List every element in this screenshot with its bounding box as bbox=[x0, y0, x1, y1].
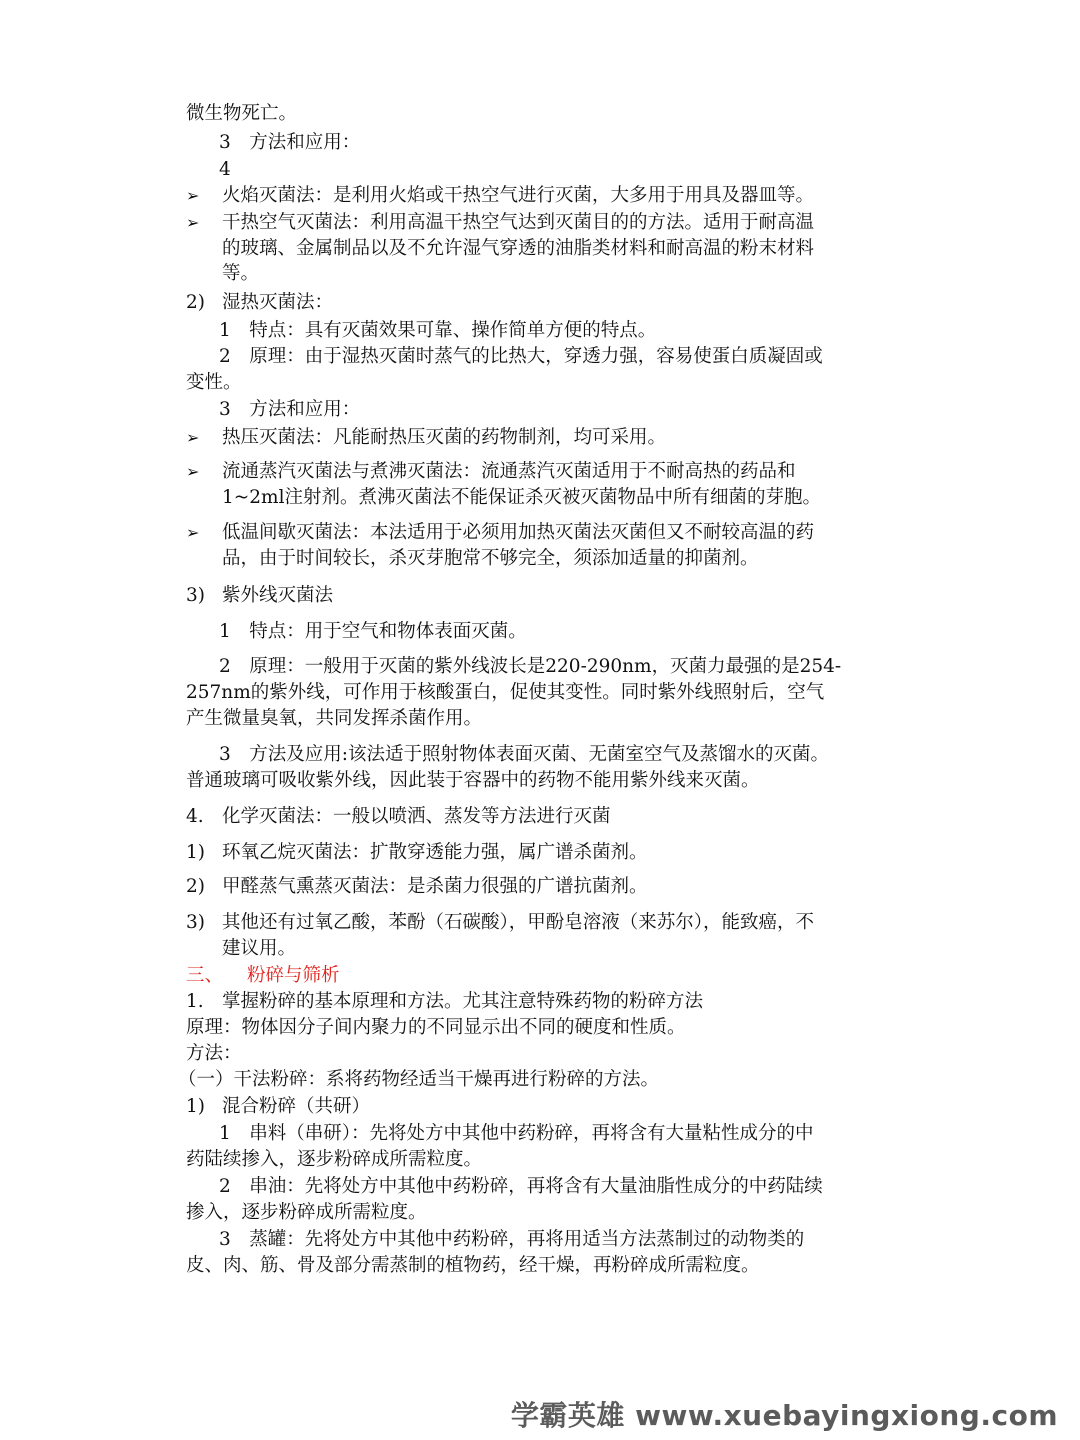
list-number: 1) bbox=[186, 1096, 205, 1117]
text-line: 等。 bbox=[222, 263, 260, 284]
text-line: 2 串油：先将处方中其他中药粉碎，再将含有大量油脂性成分的中药陆续 bbox=[219, 1176, 823, 1197]
bullet-item: 热压灭菌法：凡能耐热压灭菌的药物制剂，均可采用。 bbox=[222, 427, 667, 448]
list-text: 混合粉碎（共研） bbox=[222, 1096, 371, 1117]
section-heading bbox=[186, 963, 910, 989]
list-item bbox=[186, 1094, 910, 1120]
list-number: 3) bbox=[186, 912, 205, 933]
list-text: 湿热灭菌法： bbox=[222, 292, 334, 313]
text-line: 3 蒸罐：先将处方中其他中药粉碎，再将用适当方法蒸制过的动物类的 bbox=[219, 1229, 805, 1250]
text-line: 方法： bbox=[186, 1043, 242, 1064]
text-line: 药陆续掺入，逐步粉碎成所需粒度。 bbox=[186, 1149, 483, 1170]
text-line: 1 特点：具有灭菌效果可靠、操作简单方便的特点。 bbox=[219, 320, 657, 341]
text-line: 微生物死亡。 bbox=[186, 103, 298, 124]
text-line: 建议用。 bbox=[222, 938, 297, 959]
bullet-item: 流通蒸汽灭菌法与煮沸灭菌法：流通蒸汽灭菌适用于不耐高热的药品和 bbox=[222, 461, 796, 482]
text-line: 3 方法及应用:该法适于照射物体表面灭菌、无菌室空气及蒸馏水的灭菌。 bbox=[219, 744, 830, 765]
bullet-arrow-icon: ➢ bbox=[186, 523, 200, 542]
text-line: 257nm的紫外线，可作用于核酸蛋白，促使其变性。同时紫外线照射后，空气 bbox=[186, 682, 825, 703]
text-line: 变性。 bbox=[186, 372, 242, 393]
text-line: 3 方法和应用： bbox=[219, 399, 361, 420]
text-line: 2 原理：一般用于灭菌的紫外线波长是220-290nm，灭菌力最强的是254- bbox=[219, 656, 842, 677]
bullet-arrow-icon: ➢ bbox=[186, 213, 200, 232]
bullet-arrow-icon: ➢ bbox=[186, 462, 200, 481]
bullet-arrow-icon: ➢ bbox=[186, 186, 200, 205]
list-text: 紫外线灭菌法 bbox=[222, 585, 334, 606]
text-line: 1~2ml注射剂。煮沸灭菌法不能保证杀灭被灭菌物品中所有细菌的芽胞。 bbox=[222, 487, 822, 508]
list-number: 3) bbox=[186, 585, 205, 606]
list-number: 1) bbox=[186, 842, 205, 863]
text-line: 产生微量臭氧，共同发挥杀菌作用。 bbox=[186, 708, 483, 729]
list-text: 化学灭菌法：一般以喷洒、蒸发等方法进行灭菌 bbox=[222, 806, 611, 827]
list-text: 甲醛蒸气熏蒸灭菌法：是杀菌力很强的广谱抗菌剂。 bbox=[222, 876, 648, 897]
list-text: 掌握粉碎的基本原理和方法。尤其注意特殊药物的粉碎方法 bbox=[222, 991, 704, 1012]
text-line: 1 特点：用于空气和物体表面灭菌。 bbox=[219, 621, 527, 642]
text-line: 普通玻璃可吸收紫外线，因此装于容器中的药物不能用紫外线来灭菌。 bbox=[186, 770, 760, 791]
section-number: 三、 bbox=[186, 965, 224, 986]
list-number: 2) bbox=[186, 292, 205, 313]
text-line: 皮、肉、筋、骨及部分需蒸制的植物药，经干燥，再粉碎成所需粒度。 bbox=[186, 1255, 760, 1276]
list-item bbox=[186, 910, 910, 936]
bullet-item: 干热空气灭菌法：利用高温干热空气达到灭菌目的的方法。适用于耐高温 bbox=[222, 212, 815, 233]
bullet-arrow-icon: ➢ bbox=[186, 428, 200, 447]
section-title: 粉碎与筛析 bbox=[247, 965, 340, 986]
bullet-item: 低温间歇灭菌法：本法适用于必须用加热灭菌法灭菌但又不耐较高温的药 bbox=[222, 522, 815, 543]
text-line: 1 串料（串研）：先将处方中其他中药粉碎，再将含有大量粘性成分的中 bbox=[219, 1123, 814, 1144]
text-line: 4 bbox=[219, 159, 231, 180]
text-line: 掺入，逐步粉碎成所需粒度。 bbox=[186, 1202, 427, 1223]
list-item bbox=[186, 874, 910, 900]
text-line: 品，由于时间较长，杀灭芽胞常不够完全，须添加适量的抑菌剂。 bbox=[222, 548, 759, 569]
list-item bbox=[186, 804, 910, 830]
list-text: 其他还有过氧乙酸，苯酚（石碳酸），甲酚皂溶液（来苏尔），能致癌，不 bbox=[222, 912, 815, 933]
text-line: 的玻璃、金属制品以及不允许湿气穿透的油脂类材料和耐高温的粉末材料 bbox=[222, 238, 815, 259]
text-line: 3 方法和应用： bbox=[219, 132, 361, 153]
list-item bbox=[186, 840, 910, 866]
list-number: 1. bbox=[186, 991, 204, 1012]
text-line: 原理：物体因分子间内聚力的不同显示出不同的硬度和性质。 bbox=[186, 1017, 686, 1038]
text-line: （一）干法粉碎：系将药物经适当干燥再进行粉碎的方法。 bbox=[178, 1069, 660, 1090]
list-text: 环氧乙烷灭菌法：扩散穿透能力强，属广谱杀菌剂。 bbox=[222, 842, 648, 863]
list-item bbox=[186, 290, 910, 316]
list-item bbox=[186, 989, 910, 1015]
footer-watermark: 学霸英雄 www.xuebayingxiong.com bbox=[510, 1399, 1058, 1432]
list-item bbox=[186, 583, 910, 609]
list-number: 4. bbox=[186, 806, 204, 827]
bullet-item: 火焰灭菌法：是利用火焰或干热空气进行灭菌，大多用于用具及器皿等。 bbox=[222, 185, 815, 206]
text-line: 2 原理：由于湿热灭菌时蒸气的比热大，穿透力强，容易使蛋白质凝固或 bbox=[219, 346, 823, 367]
list-number: 2) bbox=[186, 876, 205, 897]
